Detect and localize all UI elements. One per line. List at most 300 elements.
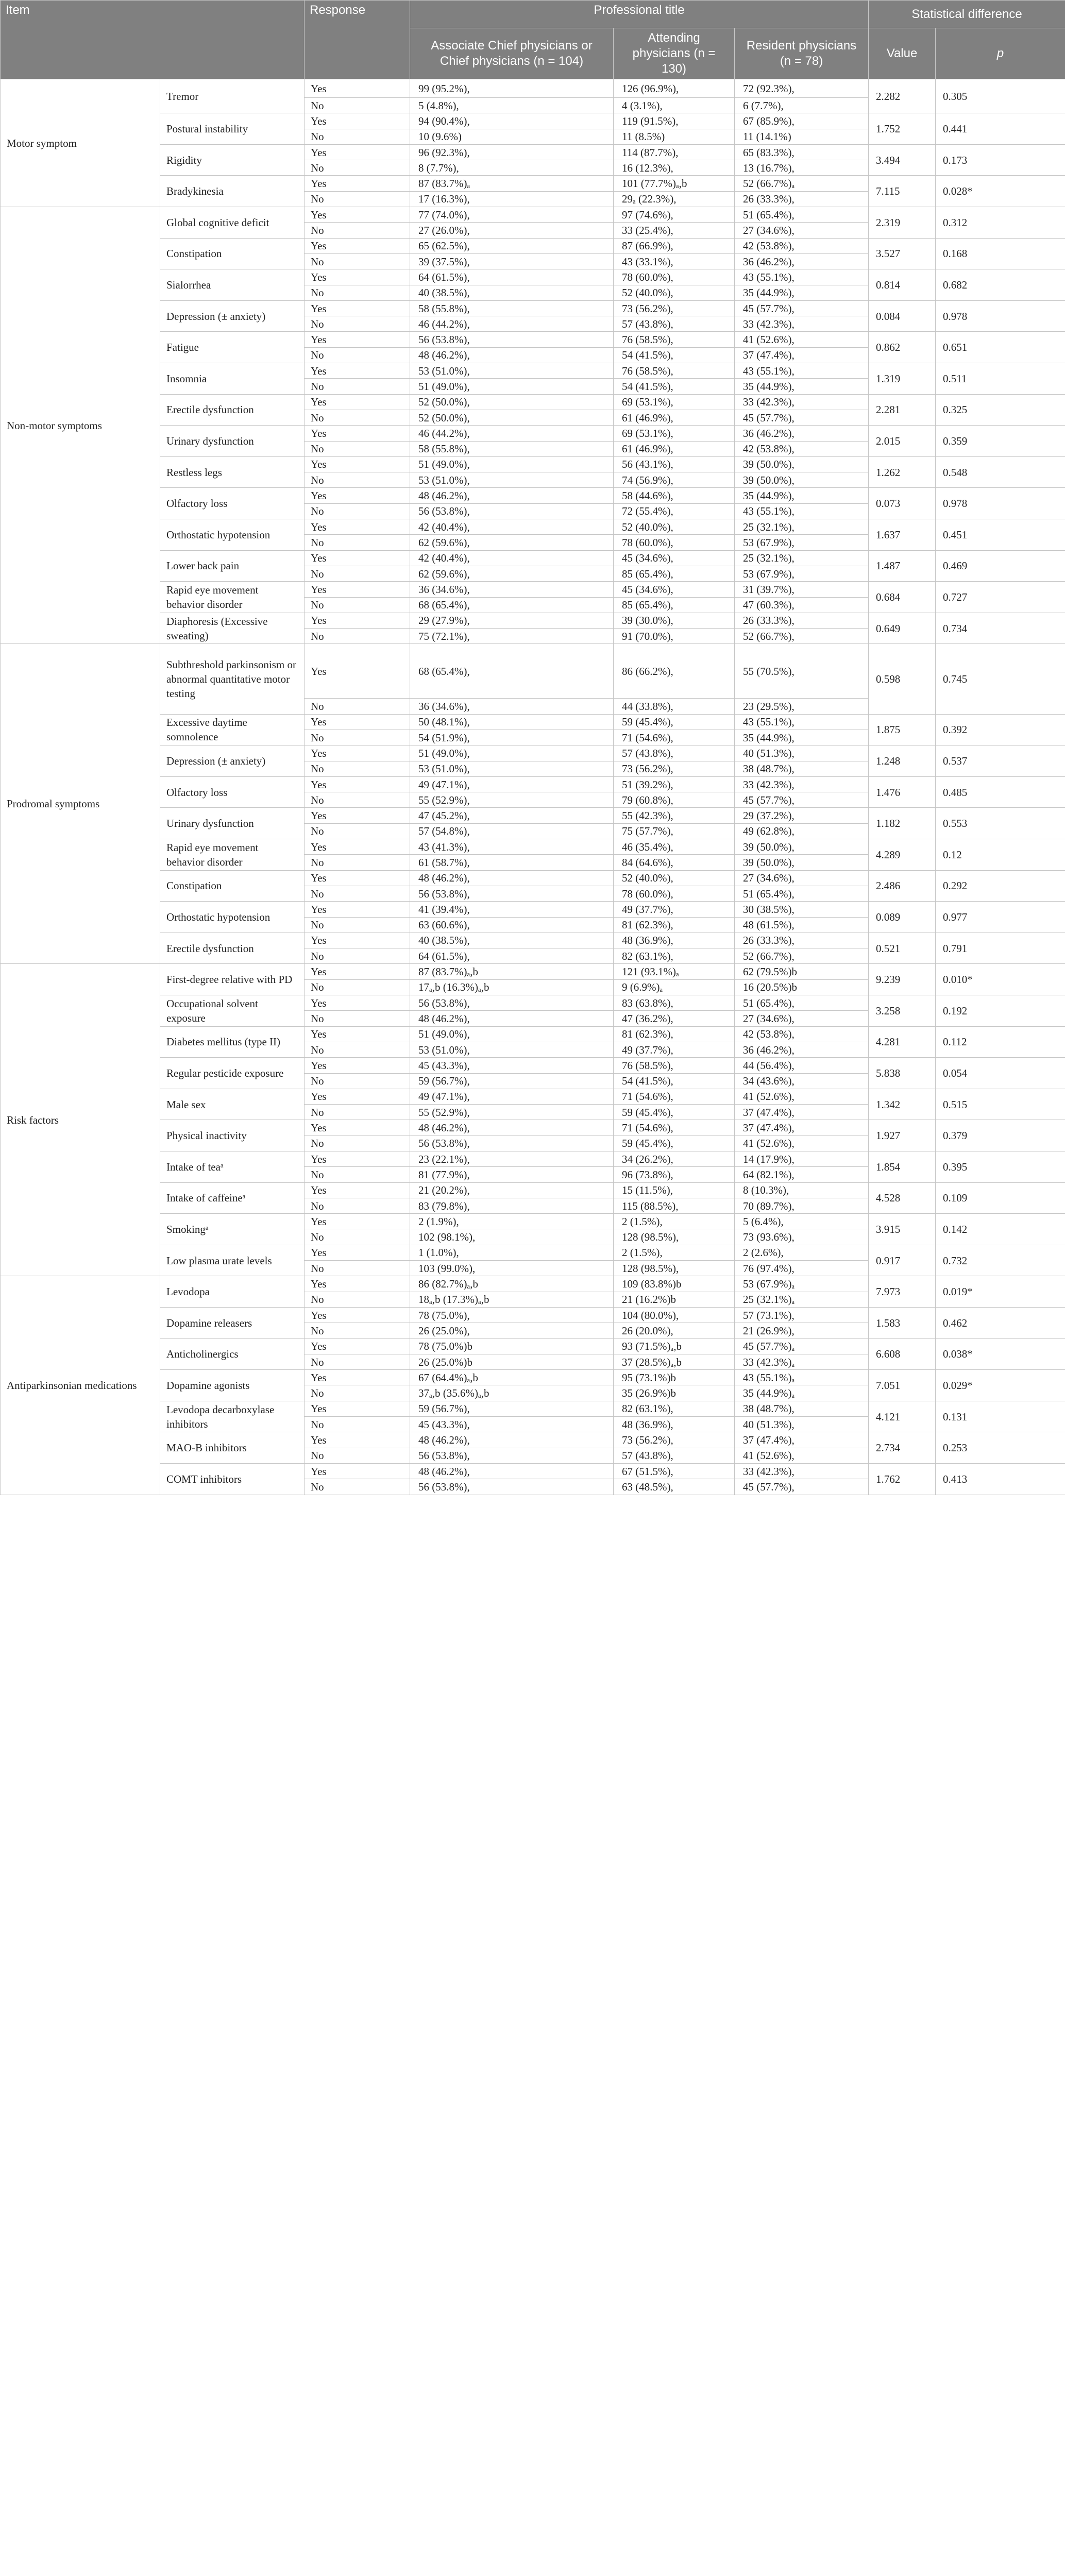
- response-cell: No: [305, 129, 410, 144]
- statistic-value: 1.875: [869, 714, 936, 745]
- attending-cell: 69 (53.1%),: [614, 394, 735, 410]
- associate-chief-cell: 83 (79.8%),: [410, 1198, 614, 1213]
- associate-chief-cell: 53 (51.0%),: [410, 761, 614, 776]
- attending-cell: 56 (43.1%),: [614, 456, 735, 472]
- attending-cell: 52 (40.0%),: [614, 285, 735, 300]
- p-value: 0.395: [936, 1151, 1065, 1183]
- table-row: [1, 995, 1065, 1011]
- response-cell: Yes: [305, 144, 410, 160]
- associate-chief-cell: 1 (1.0%),: [410, 1245, 614, 1260]
- resident-cell: 37 (47.4%),: [735, 1105, 869, 1120]
- attending-cell: 58 (44.6%),: [614, 488, 735, 503]
- attending-cell: 71 (54.6%),: [614, 1120, 735, 1136]
- associate-chief-cell: 51 (49.0%),: [410, 379, 614, 394]
- associate-chief-cell: 77 (74.0%),: [410, 207, 614, 223]
- statistic-value: 1.476: [869, 776, 936, 808]
- header-resident: Resident physicians (n = 78): [735, 28, 869, 79]
- table-row: [1, 745, 1065, 761]
- attending-cell: 11 (8.5%): [614, 129, 735, 144]
- table-row: [1, 1214, 1065, 1229]
- associate-chief-cell: 68 (65.4%),: [410, 644, 614, 699]
- response-cell: Yes: [305, 1276, 410, 1292]
- resident-cell: 42 (53.8%),: [735, 238, 869, 253]
- response-cell: Yes: [305, 394, 410, 410]
- statistic-value: 0.917: [869, 1245, 936, 1276]
- table-row: [1, 207, 1065, 223]
- attending-cell: 4 (3.1%),: [614, 98, 735, 113]
- resident-cell: 43 (55.1%),: [735, 714, 869, 730]
- resident-cell: 43 (55.1%)ₐ: [735, 1370, 869, 1385]
- associate-chief-cell: 5 (4.8%),: [410, 98, 614, 113]
- attending-cell: 74 (56.9%),: [614, 472, 735, 488]
- attending-cell: 45 (34.6%),: [614, 550, 735, 566]
- associate-chief-cell: 86 (82.7%)ₐ,b: [410, 1276, 614, 1292]
- p-value: 0.469: [936, 550, 1065, 582]
- p-value: 0.682: [936, 269, 1065, 301]
- header-statistical-difference: Statistical difference: [869, 1, 1065, 28]
- resident-cell: 39 (50.0%),: [735, 472, 869, 488]
- response-cell: Yes: [305, 426, 410, 441]
- statistic-value: 0.073: [869, 488, 936, 519]
- associate-chief-cell: 45 (43.3%),: [410, 1058, 614, 1073]
- resident-cell: 45 (57.7%),: [735, 792, 869, 808]
- associate-chief-cell: 36 (34.6%),: [410, 699, 614, 714]
- associate-chief-cell: 50 (48.1%),: [410, 714, 614, 730]
- resident-cell: 43 (55.1%),: [735, 363, 869, 379]
- associate-chief-cell: 47 (45.2%),: [410, 808, 614, 823]
- table-row: [1, 238, 1065, 253]
- statistic-value: 3.527: [869, 238, 936, 269]
- resident-cell: 41 (52.6%),: [735, 332, 869, 347]
- p-value: 0.734: [936, 613, 1065, 644]
- response-cell: Yes: [305, 1182, 410, 1198]
- response-cell: Yes: [305, 808, 410, 823]
- response-cell: Yes: [305, 488, 410, 503]
- group-label: Motor symptom: [1, 79, 160, 207]
- resident-cell: 27 (34.6%),: [735, 223, 869, 238]
- associate-chief-cell: 48 (46.2%),: [410, 1432, 614, 1448]
- resident-cell: 25 (32.1%),: [735, 550, 869, 566]
- resident-cell: 2 (2.6%),: [735, 1245, 869, 1260]
- resident-cell: 35 (44.9%),: [735, 285, 869, 300]
- statistic-value: 2.015: [869, 426, 936, 457]
- item-name: Levodopa decarboxylase inhibitors: [160, 1401, 305, 1432]
- attending-cell: 126 (96.9%),: [614, 79, 735, 98]
- item-name: Constipation: [160, 238, 305, 269]
- attending-cell: 81 (62.3%),: [614, 1026, 735, 1042]
- associate-chief-cell: 63 (60.6%),: [410, 917, 614, 933]
- p-value: 0.253: [936, 1432, 1065, 1464]
- response-cell: Yes: [305, 613, 410, 628]
- attending-cell: 59 (45.4%),: [614, 1105, 735, 1120]
- associate-chief-cell: 17 (16.3%),: [410, 191, 614, 207]
- statistic-value: 7.973: [869, 1276, 936, 1308]
- resident-cell: 41 (52.6%),: [735, 1136, 869, 1151]
- resident-cell: 64 (82.1%),: [735, 1167, 869, 1182]
- resident-cell: 33 (42.3%),: [735, 1463, 869, 1479]
- resident-cell: 48 (61.5%),: [735, 917, 869, 933]
- statistic-value: 6.608: [869, 1338, 936, 1370]
- attending-cell: 96 (73.8%),: [614, 1167, 735, 1182]
- attending-cell: 71 (54.6%),: [614, 1089, 735, 1104]
- resident-cell: 51 (65.4%),: [735, 995, 869, 1011]
- associate-chief-cell: 42 (40.4%),: [410, 550, 614, 566]
- response-cell: Yes: [305, 1245, 410, 1260]
- response-cell: Yes: [305, 1463, 410, 1479]
- statistic-value: 0.521: [869, 933, 936, 964]
- attending-cell: 119 (91.5%),: [614, 113, 735, 129]
- table-row: [1, 613, 1065, 628]
- associate-chief-cell: 56 (53.8%),: [410, 995, 614, 1011]
- attending-cell: 115 (88.5%),: [614, 1198, 735, 1213]
- item-name: Excessive daytime somnolence: [160, 714, 305, 745]
- resident-cell: 45 (57.7%),: [735, 1479, 869, 1495]
- attending-cell: 43 (33.1%),: [614, 253, 735, 269]
- response-cell: No: [305, 441, 410, 456]
- resident-cell: 65 (83.3%),: [735, 144, 869, 160]
- response-cell: No: [305, 223, 410, 238]
- associate-chief-cell: 48 (46.2%),: [410, 870, 614, 886]
- associate-chief-cell: 94 (90.4%),: [410, 113, 614, 129]
- associate-chief-cell: 53 (51.0%),: [410, 363, 614, 379]
- response-cell: No: [305, 98, 410, 113]
- resident-cell: 37 (47.4%),: [735, 347, 869, 363]
- p-value: 0.553: [936, 808, 1065, 839]
- attending-cell: 101 (77.7%)ₐ,b: [614, 176, 735, 191]
- associate-chief-cell: 67 (64.4%)ₐ,b: [410, 1370, 614, 1385]
- item-name: Erectile dysfunction: [160, 933, 305, 964]
- associate-chief-cell: 18ₐ,b (17.3%)ₐ,b: [410, 1292, 614, 1307]
- associate-chief-cell: 17ₐ,b (16.3%)ₐ,b: [410, 979, 614, 995]
- resident-cell: 53 (67.9%),: [735, 535, 869, 550]
- p-value: 0.010*: [936, 964, 1065, 995]
- response-cell: Yes: [305, 1338, 410, 1354]
- associate-chief-cell: 51 (49.0%),: [410, 745, 614, 761]
- statistic-value: 3.915: [869, 1214, 936, 1245]
- header-attending: Attending physicians (n = 130): [614, 28, 735, 79]
- statistic-value: 1.262: [869, 456, 936, 488]
- response-cell: Yes: [305, 1151, 410, 1167]
- resident-cell: 27 (34.6%),: [735, 1011, 869, 1026]
- table-row: [1, 902, 1065, 917]
- resident-cell: 45 (57.7%),: [735, 300, 869, 316]
- response-cell: No: [305, 535, 410, 550]
- resident-cell: 45 (57.7%)ₐ: [735, 1338, 869, 1354]
- attending-cell: 114 (87.7%),: [614, 144, 735, 160]
- p-value: 0.312: [936, 207, 1065, 239]
- table-row: [1, 839, 1065, 855]
- response-cell: Yes: [305, 1026, 410, 1042]
- response-cell: Yes: [305, 582, 410, 597]
- attending-cell: 87 (66.9%),: [614, 238, 735, 253]
- statistic-value: 2.734: [869, 1432, 936, 1464]
- attending-cell: 33 (25.4%),: [614, 223, 735, 238]
- response-cell: No: [305, 1042, 410, 1057]
- attending-cell: 15 (11.5%),: [614, 1182, 735, 1198]
- resident-cell: 57 (73.1%),: [735, 1307, 869, 1323]
- resident-cell: 5 (6.4%),: [735, 1214, 869, 1229]
- response-cell: No: [305, 1323, 410, 1338]
- resident-cell: 33 (42.3%)ₐ: [735, 1354, 869, 1369]
- item-name: Diaphoresis (Excessive sweating): [160, 613, 305, 644]
- resident-cell: 37 (47.4%),: [735, 1432, 869, 1448]
- attending-cell: 104 (80.0%),: [614, 1307, 735, 1323]
- associate-chief-cell: 56 (53.8%),: [410, 332, 614, 347]
- associate-chief-cell: 37ₐ,b (35.6%)ₐ,b: [410, 1385, 614, 1401]
- item-name: Dopamine releasers: [160, 1307, 305, 1338]
- header-row-1: [1, 1, 1065, 28]
- associate-chief-cell: 23 (22.1%),: [410, 1151, 614, 1167]
- associate-chief-cell: 52 (50.0%),: [410, 394, 614, 410]
- associate-chief-cell: 49 (47.1%),: [410, 776, 614, 792]
- p-value: 0.131: [936, 1401, 1065, 1432]
- response-cell: No: [305, 886, 410, 901]
- resident-cell: 72 (92.3%),: [735, 79, 869, 98]
- item-name: Occupational solvent exposure: [160, 995, 305, 1027]
- resident-cell: 40 (51.3%),: [735, 1417, 869, 1432]
- p-value: 0.029*: [936, 1370, 1065, 1401]
- resident-cell: 40 (51.3%),: [735, 745, 869, 761]
- resident-cell: 44 (56.4%),: [735, 1058, 869, 1073]
- statistic-value: 3.258: [869, 995, 936, 1027]
- associate-chief-cell: 56 (53.8%),: [410, 1136, 614, 1151]
- table-row: [1, 776, 1065, 792]
- response-cell: No: [305, 761, 410, 776]
- statistic-value: 0.089: [869, 902, 936, 933]
- p-value: 0.292: [936, 870, 1065, 902]
- resident-cell: 38 (48.7%),: [735, 761, 869, 776]
- statistic-value: 2.282: [869, 79, 936, 113]
- response-cell: Yes: [305, 1370, 410, 1385]
- response-cell: No: [305, 917, 410, 933]
- attending-cell: 85 (65.4%),: [614, 566, 735, 581]
- item-name: Diabetes mellitus (type II): [160, 1026, 305, 1058]
- response-cell: No: [305, 1167, 410, 1182]
- table-row: [1, 964, 1065, 979]
- attending-cell: 49 (37.7%),: [614, 1042, 735, 1057]
- statistic-value: 1.762: [869, 1463, 936, 1495]
- resident-cell: 29 (37.2%),: [735, 808, 869, 823]
- item-name: Physical inactivity: [160, 1120, 305, 1151]
- table-row: [1, 1276, 1065, 1292]
- response-cell: No: [305, 948, 410, 964]
- attending-cell: 46 (35.4%),: [614, 839, 735, 855]
- associate-chief-cell: 36 (34.6%),: [410, 582, 614, 597]
- response-cell: Yes: [305, 269, 410, 285]
- response-cell: Yes: [305, 176, 410, 191]
- item-name: MAO-B inhibitors: [160, 1432, 305, 1464]
- resident-cell: 37 (47.4%),: [735, 1120, 869, 1136]
- p-value: 0.359: [936, 426, 1065, 457]
- p-value: 0.173: [936, 144, 1065, 176]
- p-value: 0.978: [936, 488, 1065, 519]
- item-name: Subthreshold parkinsonism or abnormal quantitative motor testing: [160, 644, 305, 714]
- associate-chief-cell: 8 (7.7%),: [410, 160, 614, 176]
- attending-cell: 45 (34.6%),: [614, 582, 735, 597]
- associate-chief-cell: 59 (56.7%),: [410, 1073, 614, 1089]
- item-name: Intake of caffeineᵃ: [160, 1182, 305, 1214]
- resident-cell: 35 (44.9%)ₐ: [735, 1385, 869, 1401]
- associate-chief-cell: 45 (43.3%),: [410, 1417, 614, 1432]
- resident-cell: 76 (97.4%),: [735, 1261, 869, 1276]
- response-cell: No: [305, 699, 410, 714]
- associate-chief-cell: 40 (38.5%),: [410, 933, 614, 948]
- resident-cell: 30 (38.5%),: [735, 902, 869, 917]
- response-cell: No: [305, 1136, 410, 1151]
- associate-chief-cell: 56 (53.8%),: [410, 503, 614, 519]
- resident-cell: 53 (67.9%)ₐ: [735, 1276, 869, 1292]
- associate-chief-cell: 102 (98.1%),: [410, 1229, 614, 1245]
- header-response: Response: [305, 1, 410, 79]
- resident-cell: 23 (29.5%),: [735, 699, 869, 714]
- p-value: 0.485: [936, 776, 1065, 808]
- associate-chief-cell: 48 (46.2%),: [410, 347, 614, 363]
- statistic-value: 1.319: [869, 363, 936, 395]
- response-cell: Yes: [305, 714, 410, 730]
- response-cell: Yes: [305, 300, 410, 316]
- response-cell: No: [305, 566, 410, 581]
- item-name: Smokingᵃ: [160, 1214, 305, 1245]
- item-name: Urinary dysfunction: [160, 426, 305, 457]
- response-cell: No: [305, 1479, 410, 1495]
- attending-cell: 76 (58.5%),: [614, 332, 735, 347]
- associate-chief-cell: 48 (46.2%),: [410, 488, 614, 503]
- statistic-value: 1.637: [869, 519, 936, 551]
- statistic-value: 1.342: [869, 1089, 936, 1120]
- response-cell: Yes: [305, 1307, 410, 1323]
- table-row: [1, 394, 1065, 410]
- table-row: [1, 176, 1065, 191]
- header-value: Value: [869, 28, 936, 79]
- resident-cell: 47 (60.3%),: [735, 597, 869, 613]
- table-row: [1, 488, 1065, 503]
- response-cell: Yes: [305, 644, 410, 699]
- attending-cell: 34 (26.2%),: [614, 1151, 735, 1167]
- p-value: 0.651: [936, 332, 1065, 363]
- table-row: [1, 300, 1065, 316]
- response-cell: Yes: [305, 1401, 410, 1416]
- p-value: 0.745: [936, 644, 1065, 714]
- p-value: 0.392: [936, 714, 1065, 745]
- response-cell: Yes: [305, 1214, 410, 1229]
- associate-chief-cell: 49 (47.1%),: [410, 1089, 614, 1104]
- attending-cell: 81 (62.3%),: [614, 917, 735, 933]
- associate-chief-cell: 65 (62.5%),: [410, 238, 614, 253]
- item-name: Constipation: [160, 870, 305, 902]
- associate-chief-cell: 39 (37.5%),: [410, 253, 614, 269]
- statistic-value: 1.182: [869, 808, 936, 839]
- resident-cell: 21 (26.9%),: [735, 1323, 869, 1338]
- statistic-value: 1.487: [869, 550, 936, 582]
- resident-cell: 33 (42.3%),: [735, 776, 869, 792]
- attending-cell: 48 (36.9%),: [614, 1417, 735, 1432]
- associate-chief-cell: 56 (53.8%),: [410, 886, 614, 901]
- p-value: 0.305: [936, 79, 1065, 113]
- response-cell: No: [305, 1354, 410, 1369]
- response-cell: Yes: [305, 964, 410, 979]
- attending-cell: 52 (40.0%),: [614, 519, 735, 535]
- item-name: Olfactory loss: [160, 488, 305, 519]
- resident-cell: 34 (43.6%),: [735, 1073, 869, 1089]
- attending-cell: 57 (43.8%),: [614, 745, 735, 761]
- attending-cell: 61 (46.9%),: [614, 410, 735, 425]
- resident-cell: 13 (16.7%),: [735, 160, 869, 176]
- associate-chief-cell: 56 (53.8%),: [410, 1448, 614, 1463]
- resident-cell: 25 (32.1%)ₐ: [735, 1292, 869, 1307]
- statistic-value: 2.281: [869, 394, 936, 426]
- resident-cell: 70 (89.7%),: [735, 1198, 869, 1213]
- table-row: [1, 1151, 1065, 1167]
- associate-chief-cell: 87 (83.7%)ₐ: [410, 176, 614, 191]
- response-cell: Yes: [305, 1089, 410, 1104]
- table-row: [1, 79, 1065, 98]
- response-cell: No: [305, 316, 410, 332]
- statistic-value: 0.598: [869, 644, 936, 714]
- statistic-value: 0.684: [869, 582, 936, 613]
- table-row: [1, 644, 1065, 699]
- resident-cell: 36 (46.2%),: [735, 426, 869, 441]
- item-name: Tremor: [160, 79, 305, 113]
- p-value: 0.515: [936, 1089, 1065, 1120]
- response-cell: Yes: [305, 550, 410, 566]
- p-value: 0.791: [936, 933, 1065, 964]
- response-cell: No: [305, 285, 410, 300]
- resident-cell: 38 (48.7%),: [735, 1401, 869, 1416]
- statistic-value: 1.583: [869, 1307, 936, 1338]
- p-value: 0.441: [936, 113, 1065, 145]
- associate-chief-cell: 46 (44.2%),: [410, 316, 614, 332]
- item-name: Orthostatic hypotension: [160, 519, 305, 551]
- response-cell: Yes: [305, 79, 410, 98]
- attending-cell: 84 (64.6%),: [614, 855, 735, 870]
- response-cell: No: [305, 1385, 410, 1401]
- group-label: Prodromal symptoms: [1, 644, 160, 964]
- attending-cell: 57 (43.8%),: [614, 1448, 735, 1463]
- attending-cell: 2 (1.5%),: [614, 1214, 735, 1229]
- resident-cell: 52 (66.7%),: [735, 629, 869, 644]
- associate-chief-cell: 68 (65.4%),: [410, 597, 614, 613]
- p-value: 0.142: [936, 1214, 1065, 1245]
- resident-cell: 67 (85.9%),: [735, 113, 869, 129]
- associate-chief-cell: 59 (56.7%),: [410, 1401, 614, 1416]
- header-item: Item: [1, 1, 305, 79]
- p-value: 0.038*: [936, 1338, 1065, 1370]
- item-name: Rapid eye movement behavior disorder: [160, 582, 305, 613]
- statistic-value: 0.814: [869, 269, 936, 301]
- resident-cell: 73 (93.6%),: [735, 1229, 869, 1245]
- associate-chief-cell: 42 (40.4%),: [410, 519, 614, 535]
- resident-cell: 35 (44.9%),: [735, 379, 869, 394]
- header-associate-chief: Associate Chief physicians or Chief physicians (n = 104): [410, 28, 614, 79]
- item-name: Intake of teaᵃ: [160, 1151, 305, 1183]
- attending-cell: 55 (42.3%),: [614, 808, 735, 823]
- item-name: Rapid eye movement behavior disorder: [160, 839, 305, 871]
- table-row: [1, 1245, 1065, 1260]
- associate-chief-cell: 103 (99.0%),: [410, 1261, 614, 1276]
- statistic-value: 1.854: [869, 1151, 936, 1183]
- attending-cell: 121 (93.1%)ₐ: [614, 964, 735, 979]
- p-value: 0.727: [936, 582, 1065, 613]
- attending-cell: 86 (66.2%),: [614, 644, 735, 699]
- response-cell: Yes: [305, 839, 410, 855]
- response-cell: No: [305, 629, 410, 644]
- table-row: [1, 113, 1065, 129]
- item-name: Restless legs: [160, 456, 305, 488]
- statistic-value: 1.752: [869, 113, 936, 145]
- associate-chief-cell: 41 (39.4%),: [410, 902, 614, 917]
- resident-cell: 42 (53.8%),: [735, 441, 869, 456]
- resident-cell: 55 (70.5%),: [735, 644, 869, 699]
